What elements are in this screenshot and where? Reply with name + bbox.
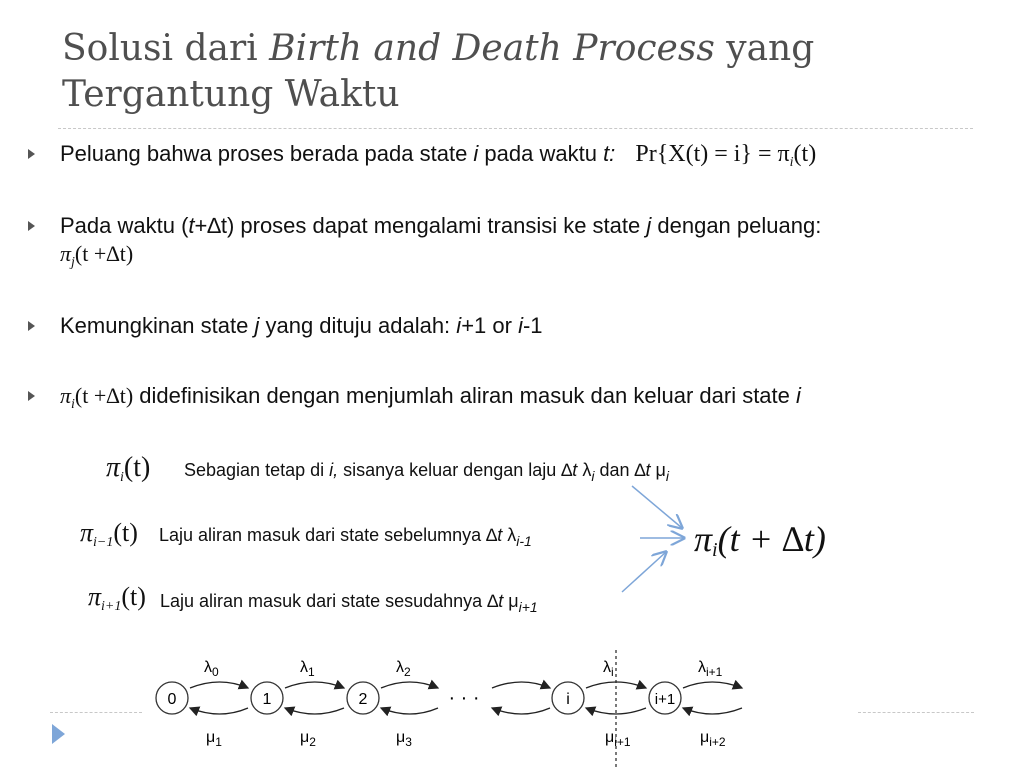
svg-text:2: 2 [358,691,368,708]
label-mu-1: $\mu_1$ [206,729,222,749]
label-lambda-i: $\lambda_i$ [603,659,614,679]
footer-rule-right [858,712,974,713]
title-part-3: yang [714,28,815,69]
state-2 [347,682,379,714]
footer-rule-left [50,712,142,713]
svg-text:1: 1 [262,691,272,708]
svg-text:i+1: i+1 [654,691,676,708]
pi-i-plus-1-t: $\pi_{i+1}(t)$ [88,582,146,614]
flow-row-in-previous: Laju aliran masuk dari state sebelumnya ∆t $\lambda_{i-1}$ [159,525,532,549]
label-lambda-i-plus-1: $\lambda_{i+1}$ [698,659,723,679]
title-part-2: Birth and Death Process [269,28,715,69]
label-mu-2: $\mu_2$ [300,729,316,749]
label-mu-3: $\mu_3$ [396,729,412,749]
title-line-2: Tergantung Waktu [62,74,400,115]
label-lambda-2: $\lambda_2$ [396,659,411,679]
svg-text:0: 0 [167,691,177,708]
state-i-plus-1 [649,682,681,714]
bullet-2: Pada waktu (t+∆t) proses dapat mengalami transisi ke state j dengan peluang: $\pi_j(t +\Delta t)$ [34,212,984,277]
pi-i-t-plus-dt: $\pi_i(t + \Delta t)$ [694,519,826,561]
birth-death-chain-diagram [150,650,760,768]
label-lambda-1: $\lambda_1$ [300,659,315,679]
state-1 [251,682,283,714]
probability-formula: $Pr\{X(t) = i\} = \pi_i(t)$ [635,141,817,170]
state-i [552,682,584,714]
footer-play-icon [52,724,65,744]
bullet-1: Peluang bahwa proses berada pada state i pada waktu t: $Pr\{X(t) = i\} = \pi_i(t)$ [34,140,984,177]
flow-row-in-next: Laju aliran masuk dari state sesudahnya ∆t $\mu_{i+1}$ [160,591,538,615]
label-lambda-0: $\lambda_0$ [204,659,219,679]
arrow-out-to-result [632,486,682,528]
chain-ellipsis: · · · [448,687,480,709]
label-mu-i-plus-2: $\mu_{i+2}$ [700,729,726,749]
bullet-3: Kemungkinan state j yang dituju adalah: i+1 or i-1 [34,312,984,340]
title-part-1: Solusi dari [62,28,270,69]
flow-row-out: Sebagian tetap di i, sisanya keluar dengan laju ∆t $\lambda_i$ dan ∆t $\mu_i$ [184,460,670,484]
pi-i-t: $\pi_i(t)$ [106,452,151,485]
pi-i-minus-1-t: $\pi_{i-1}(t)$ [80,518,138,550]
state-0 [156,682,188,714]
arrow-next-to-result [622,552,666,592]
label-mu-i-plus-1: $\mu_{i+1}$ [605,729,631,749]
svg-text:i: i [566,691,570,708]
bullet-4: $\pi_i(t +\Delta t)$ didefinisikan dengan menjumlah aliran masuk dan keluar dari state i [34,382,984,419]
